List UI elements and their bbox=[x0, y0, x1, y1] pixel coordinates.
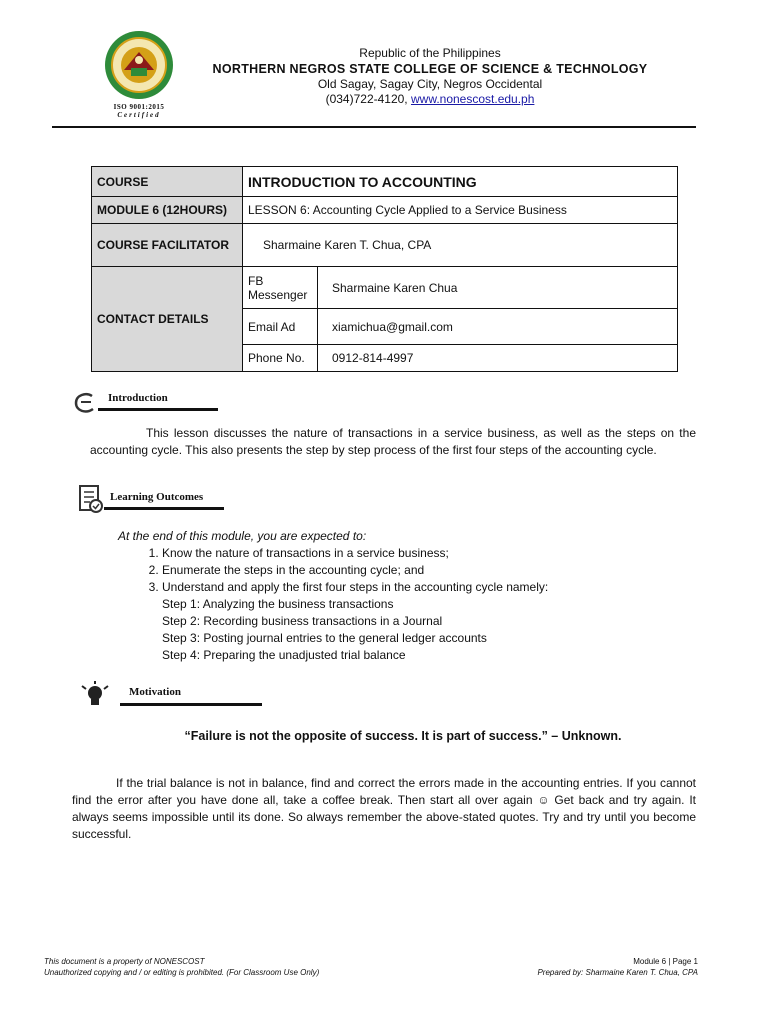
facilitator-value: Sharmaine Karen T. Chua, CPA bbox=[243, 224, 678, 267]
republic-line: Republic of the Philippines bbox=[359, 46, 501, 60]
motivation-quote: “Failure is not the opposite of success. It is part of success.” – Unknown. bbox=[184, 729, 622, 743]
footer-right bbox=[537, 956, 698, 978]
learning-outcomes-content bbox=[118, 528, 548, 664]
facilitator-label: COURSE FACILITATOR bbox=[92, 224, 243, 267]
contact-line bbox=[180, 92, 680, 107]
introduction-title: Introduction bbox=[108, 392, 168, 404]
contact-label: CONTACT DETAILS bbox=[92, 267, 243, 372]
contact-type: FB Messenger bbox=[243, 267, 318, 309]
motivation-underline bbox=[120, 703, 262, 706]
course-value: INTRODUCTION TO ACCOUNTING bbox=[243, 167, 678, 197]
list-item: 2. Enumerate the steps in the accounting cycle; and bbox=[162, 562, 548, 579]
website-link[interactable]: www.nonescost.edu.ph bbox=[410, 92, 535, 106]
introduction-body: This lesson discusses the nature of transactions in a service business, as well as the steps on the accounting cycle. This also presents the step by step process of the first four steps of the accounting cycle. bbox=[90, 426, 696, 457]
contact-type: Phone No. bbox=[243, 345, 318, 372]
contact-value: Sharmaine Karen Chua bbox=[318, 267, 678, 309]
college-seal-logo bbox=[104, 30, 174, 100]
header-divider bbox=[52, 126, 696, 128]
outcomes-lead: At the end of this module, you are expected to: bbox=[118, 529, 367, 543]
introduction-underline bbox=[98, 408, 218, 411]
step-item: Step 2: Recording business transactions in a Journal bbox=[162, 614, 443, 628]
step-item: Step 4: Preparing the unadjusted trial balance bbox=[162, 648, 406, 662]
outcomes-list bbox=[118, 545, 548, 596]
contact-type: Email Ad bbox=[243, 309, 318, 345]
learning-outcomes-underline bbox=[104, 507, 224, 510]
certified-text: Certified bbox=[117, 111, 161, 119]
contact-value[interactable]: xiamichua@gmail.com bbox=[318, 309, 678, 345]
step-item: Step 1: Analyzing the business transactions bbox=[162, 597, 394, 611]
list-item: 3. Understand and apply the first four steps in the accounting cycle namely: bbox=[162, 579, 548, 596]
footer-left bbox=[44, 956, 319, 978]
course-label: COURSE bbox=[92, 167, 243, 197]
footer-preparer: Prepared by: Sharmaine Karen T. Chua, CPA bbox=[537, 968, 698, 977]
learning-outcomes-title: Learning Outcomes bbox=[110, 491, 204, 503]
steps-list bbox=[118, 596, 548, 664]
iso-certification bbox=[104, 103, 174, 119]
introduction-icon bbox=[72, 390, 98, 416]
footer-property: This document is a property of NONESCOST bbox=[44, 957, 205, 966]
module-label: MODULE 6 (12HOURS) bbox=[92, 197, 243, 224]
list-item: 1. Know the nature of transactions in a service business; bbox=[162, 545, 548, 562]
motivation-body: If the trial balance is not in balance, find and correct the errors made in the accounting entries. If you cannot find the error after you have done all, take a coffee break. Then start all over again ☺ Get back and try again. It always seems impossible until its done. So always remember the above-stated quotes. Try and try until you become successful. bbox=[72, 776, 696, 841]
lightbulb-icon bbox=[80, 680, 110, 708]
step-item: Step 3: Posting journal entries to the general ledger accounts bbox=[162, 631, 487, 645]
iso-text: ISO 9001:2015 bbox=[113, 103, 165, 111]
page-number: Module 6 | Page 1 bbox=[633, 957, 698, 966]
course-info-table bbox=[91, 166, 678, 372]
module-value: LESSON 6: Accounting Cycle Applied to a Service Business bbox=[243, 197, 678, 224]
contact-value: 0912-814-4997 bbox=[318, 345, 678, 372]
college-address: Old Sagay, Sagay City, Negros Occidental bbox=[317, 77, 543, 91]
college-name: NORTHERN NEGROS STATE COLLEGE OF SCIENCE & TECHNOLOGY bbox=[212, 62, 648, 76]
phone-number: (034)722-4120, bbox=[325, 92, 411, 106]
checklist-icon bbox=[78, 484, 104, 514]
footer-disclaimer: Unauthorized copying and / or editing is prohibited. (For Classroom Use Only) bbox=[44, 968, 320, 977]
motivation-title: Motivation bbox=[129, 686, 181, 698]
